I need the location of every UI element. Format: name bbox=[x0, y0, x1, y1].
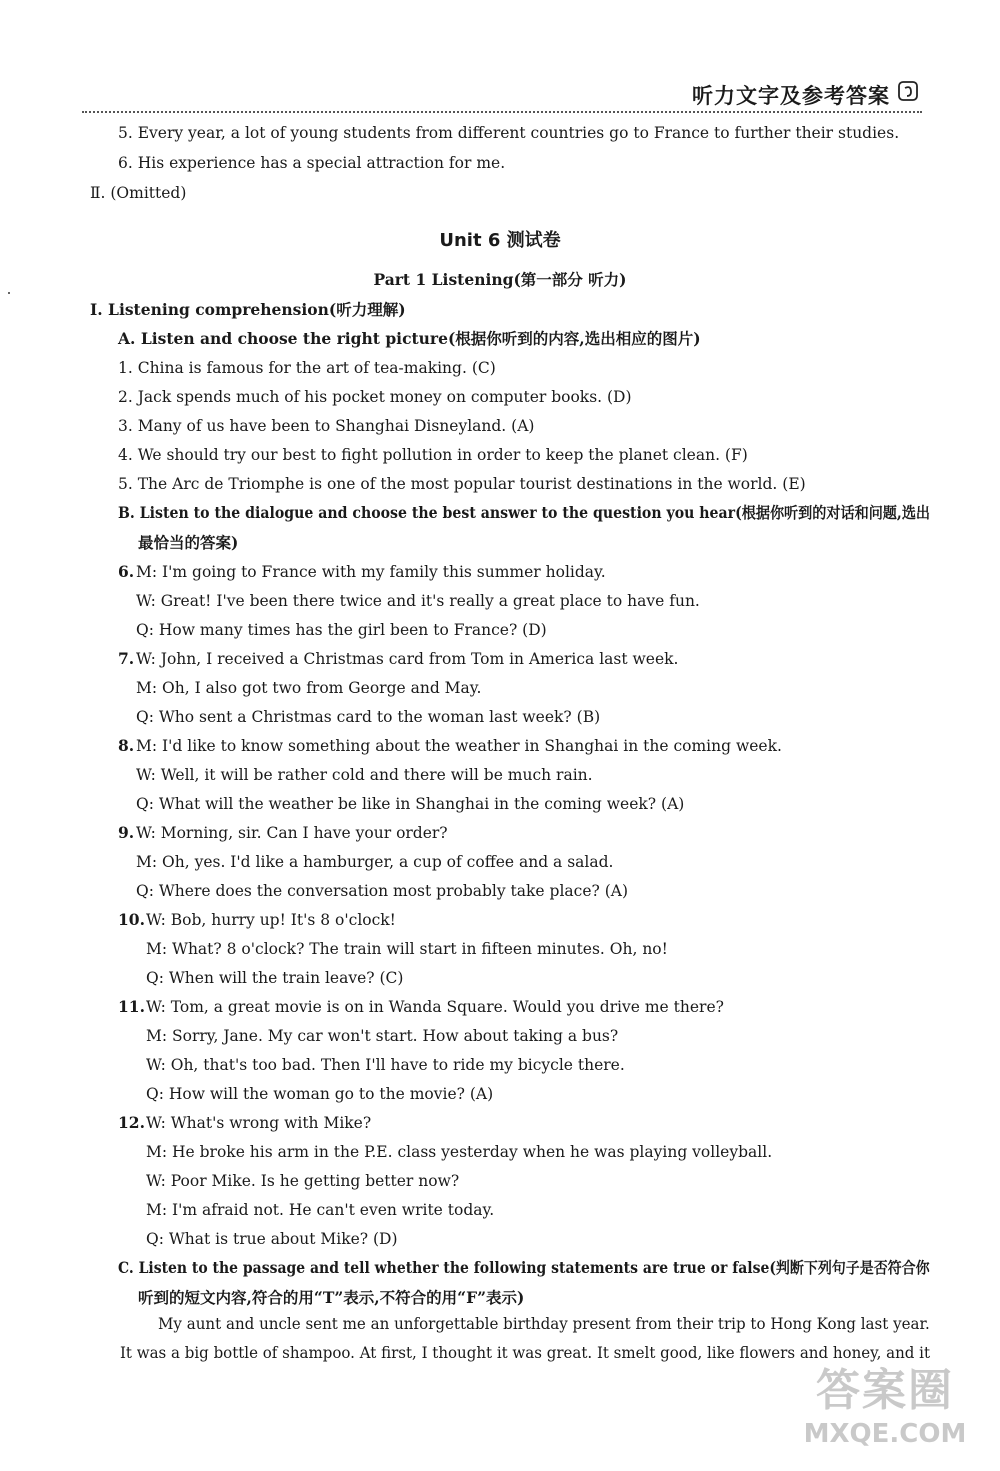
dialogue-number: 12. bbox=[118, 1113, 145, 1132]
dialogue-line: W: John, I received a Christmas card from Tom in America last week. bbox=[136, 650, 679, 668]
dialogue-line: M: He broke his arm in the P.E. class yesterday when he was playing volleyball. bbox=[146, 1143, 773, 1161]
dialogue-line: W: Tom, a great movie is on in Wanda Square. Would you drive me there? bbox=[146, 998, 724, 1016]
dialogue-line: Q: How will the woman go to the movie? (A) bbox=[146, 1085, 494, 1103]
dialogue-line: M: Sorry, Jane. My car won't start. How about taking a bus? bbox=[146, 1027, 619, 1045]
dialogue-number: 6. bbox=[118, 562, 135, 581]
dialogue-line: W: Oh, that's too bad. Then I'll have to ride my bicycle there. bbox=[146, 1056, 625, 1074]
dialogue-number: 10. bbox=[118, 910, 145, 929]
dialogue-line: M: Oh, yes. I'd like a hamburger, a cup of coffee and a salad. bbox=[136, 853, 614, 871]
a-item: 5. The Arc de Triomphe is one of the most popular tourist destinations in the world. (E) bbox=[118, 475, 806, 493]
section-c-heading: C. Listen to the passage and tell whether the following statements are true or false(判断下列句子是否符合你 bbox=[118, 1258, 930, 1277]
dialogue-line: W: Well, it will be rather cold and there will be much rain. bbox=[136, 766, 593, 784]
watermark-url: MXQE.COM bbox=[803, 1419, 967, 1449]
section-b-heading-cont: 最恰当的答案) bbox=[138, 533, 239, 552]
a-item: 4. We should try our best to fight pollution in order to keep the planet clean. (F) bbox=[118, 446, 748, 464]
dialogue-line: M: What? 8 o'clock? The train will start in fifteen minutes. Oh, no! bbox=[146, 940, 668, 958]
dialogue-line: Q: Who sent a Christmas card to the woman last week? (B) bbox=[136, 708, 601, 726]
dialogue-line: W: Poor Mike. Is he getting better now? bbox=[146, 1172, 460, 1190]
header-title: 听力文字及参考答案 bbox=[692, 84, 890, 108]
dialogue-line: W: What's wrong with Mike? bbox=[146, 1114, 372, 1132]
dialogue-number: 11. bbox=[118, 997, 145, 1016]
line-q6: 6. His experience has a special attraction for me. bbox=[118, 154, 506, 172]
dialogue-line: W: Bob, hurry up! It's 8 o'clock! bbox=[146, 911, 396, 929]
section-b-heading: B. Listen to the dialogue and choose the best answer to the question you hear(根据你听到的对话和问题,选出 bbox=[118, 503, 931, 522]
header-divider bbox=[82, 111, 922, 113]
dialogue-number: 9. bbox=[118, 823, 135, 842]
section-c-heading-cont: 听到的短文内容,符合的用“T”表示,不符合的用“F”表示) bbox=[138, 1288, 525, 1307]
margin-mark bbox=[8, 292, 10, 294]
dialogue-line: Q: Where does the conversation most probably take place? (A) bbox=[136, 882, 629, 900]
line-q5: 5. Every year, a lot of young students from different countries go to France to further their studies. bbox=[118, 124, 900, 142]
dialogue-line: Q: When will the train leave? (C) bbox=[146, 969, 404, 987]
section-ii: Ⅱ. (Omitted) bbox=[90, 184, 187, 202]
watermark-logo: 答案圈 bbox=[816, 1365, 954, 1416]
listening-icon bbox=[896, 80, 920, 104]
a-item: 2. Jack spends much of his pocket money on computer books. (D) bbox=[118, 388, 632, 406]
passage-line: It was a big bottle of shampoo. At first, I thought it was great. It smelt good, like flowers and honey, and it bbox=[120, 1344, 931, 1362]
passage-line: My aunt and uncle sent me an unforgettable birthday present from their trip to Hong Kong last year. bbox=[158, 1315, 930, 1333]
part-title: Part 1 Listening(第一部分 听力) bbox=[373, 270, 627, 289]
dialogue-line: M: I'd like to know something about the weather in Shanghai in the coming week. bbox=[136, 737, 782, 755]
dialogue-line: Q: What will the weather be like in Shanghai in the coming week? (A) bbox=[136, 795, 685, 813]
dialogue-line: Q: What is true about Mike? (D) bbox=[146, 1230, 398, 1248]
dialogue-line: Q: How many times has the girl been to France? (D) bbox=[136, 621, 547, 639]
watermark bbox=[800, 1363, 970, 1463]
unit-title: Unit 6 测试卷 bbox=[439, 230, 561, 251]
a-item: 3. Many of us have been to Shanghai Disneyland. (A) bbox=[118, 417, 535, 435]
dialogue-line: M: Oh, I also got two from George and May. bbox=[136, 679, 482, 697]
dialogue-number: 8. bbox=[118, 736, 135, 755]
dialogue-line: W: Morning, sir. Can I have your order? bbox=[136, 824, 448, 842]
dialogue-line: M: I'm going to France with my family this summer holiday. bbox=[136, 563, 606, 581]
dialogue-line: M: I'm afraid not. He can't even write today. bbox=[146, 1201, 495, 1219]
dialogue-line: W: Great! I've been there twice and it's really a great place to have fun. bbox=[136, 592, 700, 610]
section-i-heading: Ⅰ. Listening comprehension(听力理解) bbox=[90, 300, 406, 319]
dialogue-number: 7. bbox=[118, 649, 135, 668]
a-item: 1. China is famous for the art of tea-making. (C) bbox=[118, 359, 496, 377]
section-a-heading: A. Listen and choose the right picture(根据你听到的内容,选出相应的图片) bbox=[118, 329, 701, 348]
